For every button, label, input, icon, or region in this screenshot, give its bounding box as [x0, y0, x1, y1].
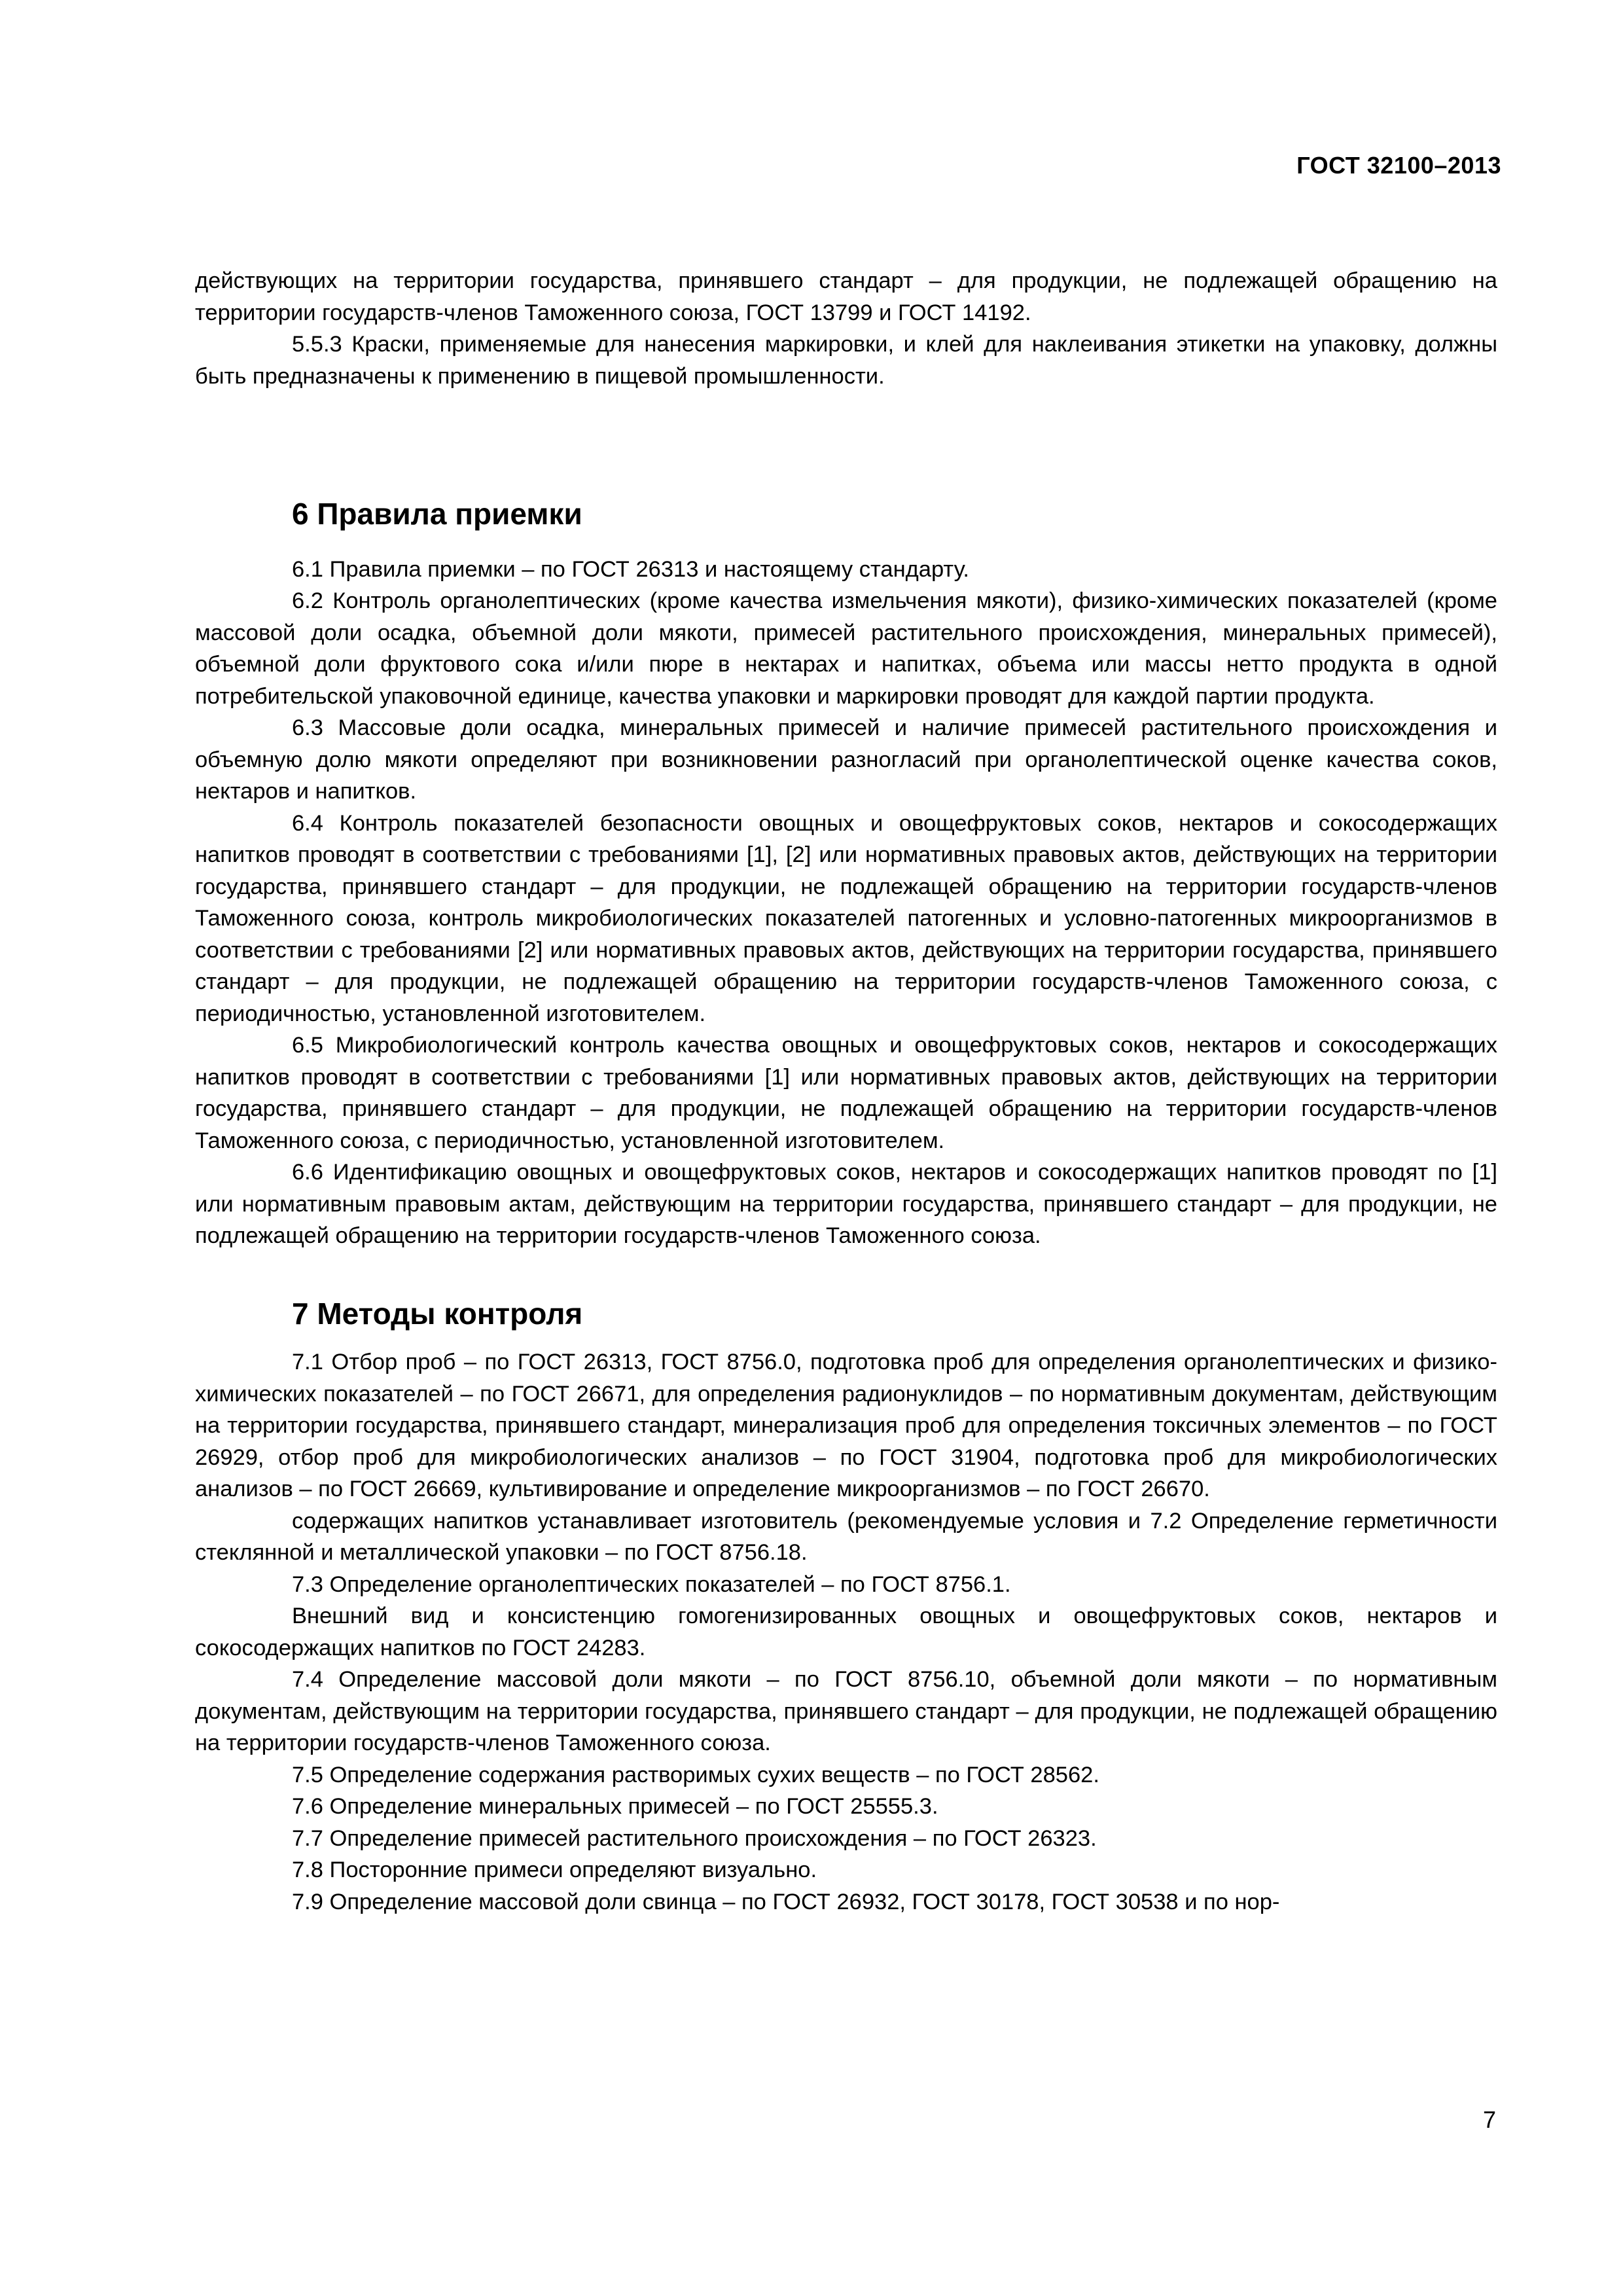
clause-7-1: 7.1 Отбор проб – по ГОСТ 26313, ГОСТ 8756.0, подготовка проб для определения органолептических и физико-химических показателей – по ГОСТ 26671, для определения радионуклидов – по нормативным документам, действующим на территории государства, принявшего стандарт, минерализация проб для определения токсичных элементов – по ГОСТ 26929, отбор проб для микробиологических анализов – по ГОСТ 31904, подготовка проб для микробиологических анализов – по ГОСТ 26669, культивирование и определение микроорганизмов – по ГОСТ 26670.: [195, 1350, 1497, 1501]
clause-7-3: 7.3 Определение органолептических показателей – по ГОСТ 8756.1.: [292, 1571, 1011, 1597]
page-number: 7: [1482, 2106, 1496, 2133]
clause-7-5: 7.5 Определение содержания растворимых сухих веществ – по ГОСТ 28562.: [292, 1762, 1099, 1787]
clause-7-3-appearance: Внешний вид и консистенцию гомогенизированных овощных и овощефруктовых соков, нектаров и сокосодержащих напитков по ГОСТ 24283.: [195, 1604, 1497, 1660]
clause-6-5: 6.5 Микробиологический контроль качества овощных и овощефруктовых соков, нектаров и сокосодержащих напитков проводят в соответствии с требованиями [1] или нормативных правовых актов, действующих на территории государства, принявшего стандарт – для продукции, не подлежащей обращению на территории государств-членов Таможенного союза, с периодичностью, установленной изготовителем.: [195, 1033, 1497, 1153]
clause-5-5-3: 5.5.3 Краски, применяемые для нанесения маркировки, и клей для наклеивания этикетки на упаковку, должны быть предназначены к применению в пищевой промышленности.: [195, 332, 1497, 389]
doc-code-header: ГОСТ 32100–2013: [1296, 152, 1501, 179]
clause-7-8: 7.8 Посторонние примеси определяют визуально.: [292, 1857, 817, 1882]
clause-6-2: 6.2 Контроль органолептических (кроме качества измельчения мякоти), физико-химических показателей (кроме массовой доли осадка, объемной доли мякоти, примесей растительного происхождения, минеральных примесей), объемной доли фруктового сока и/или пюре в нектарах и напитках, объема или массы нетто продукта в одной потребительской упаковочной единице, качества упаковки и маркировки проводят для каждой партии продукта.: [195, 588, 1497, 709]
clause-7-2: содержащих напитков устанавливает изготовитель (рекомендуемые условия и 7.2 Определение герметичности стеклянной и металлической упаковки – по ГОСТ 8756.18.: [195, 1508, 1497, 1565]
section-6-heading: 6 Правила приемки: [292, 497, 582, 531]
clause-6-4: 6.4 Контроль показателей безопасности овощных и овощефруктовых соков, нектаров и сокосодержащих напитков проводят в соответствии с требованиями [1], [2] или нормативных правовых актов, действующих на территории государства, принявшего стандарт – для продукции, не подлежащей обращению на территории государств-членов Таможенного союза, контроль микробиологических показателей патогенных и условно-патогенных микроорганизмов в соответствии с требованиями [2] или нормативных правовых актов, действующих на территории государства, принявшего стандарт – для продукции, не подлежащей обращению на территории государств-членов Таможенного союза, с периодичностью, установленной изготовителем.: [195, 810, 1497, 1026]
clause-6-6: 6.6 Идентификацию овощных и овощефруктовых соков, нектаров и сокосодержащих напитков проводят по [1] или нормативным правовым актам, действующим на территории государства, принявшего стандарт – для продукции, не подлежащей обращению на территории государств-членов Таможенного союза.: [195, 1160, 1497, 1248]
clause-6-3: 6.3 Массовые доли осадка, минеральных примесей и наличие примесей растительного происхождения и объемную долю мякоти определяют при возникновении разногласий при органолептической оценке качества соков, нектаров и напитков.: [195, 715, 1497, 804]
intro-continuation: действующих на территории государства, принявшего стандарт – для продукции, не подлежащей обращению на территории государств-членов Таможенного союза, ГОСТ 13799 и ГОСТ 14192.: [195, 268, 1497, 325]
clause-7-6: 7.6 Определение минеральных примесей – по ГОСТ 25555.3.: [292, 1794, 938, 1819]
document-body: [195, 265, 1497, 1918]
clause-7-7: 7.7 Определение примесей растительного происхождения – по ГОСТ 26323.: [292, 1825, 1097, 1851]
clause-7-9: 7.9 Определение массовой доли свинца – по ГОСТ 26932, ГОСТ 30178, ГОСТ 30538 и по нор-: [292, 1889, 1280, 1914]
clause-6-1: 6.1 Правила приемки – по ГОСТ 26313 и настоящему стандарту.: [292, 556, 969, 582]
section-7-heading: 7 Методы контроля: [292, 1296, 583, 1331]
clause-7-4: 7.4 Определение массовой доли мякоти – по ГОСТ 8756.10, объемной доли мякоти – по нормативным документам, действующим на территории государства, принявшего стандарт – для продукции, не подлежащей обращению на территории государств-членов Таможенного союза.: [195, 1667, 1497, 1755]
